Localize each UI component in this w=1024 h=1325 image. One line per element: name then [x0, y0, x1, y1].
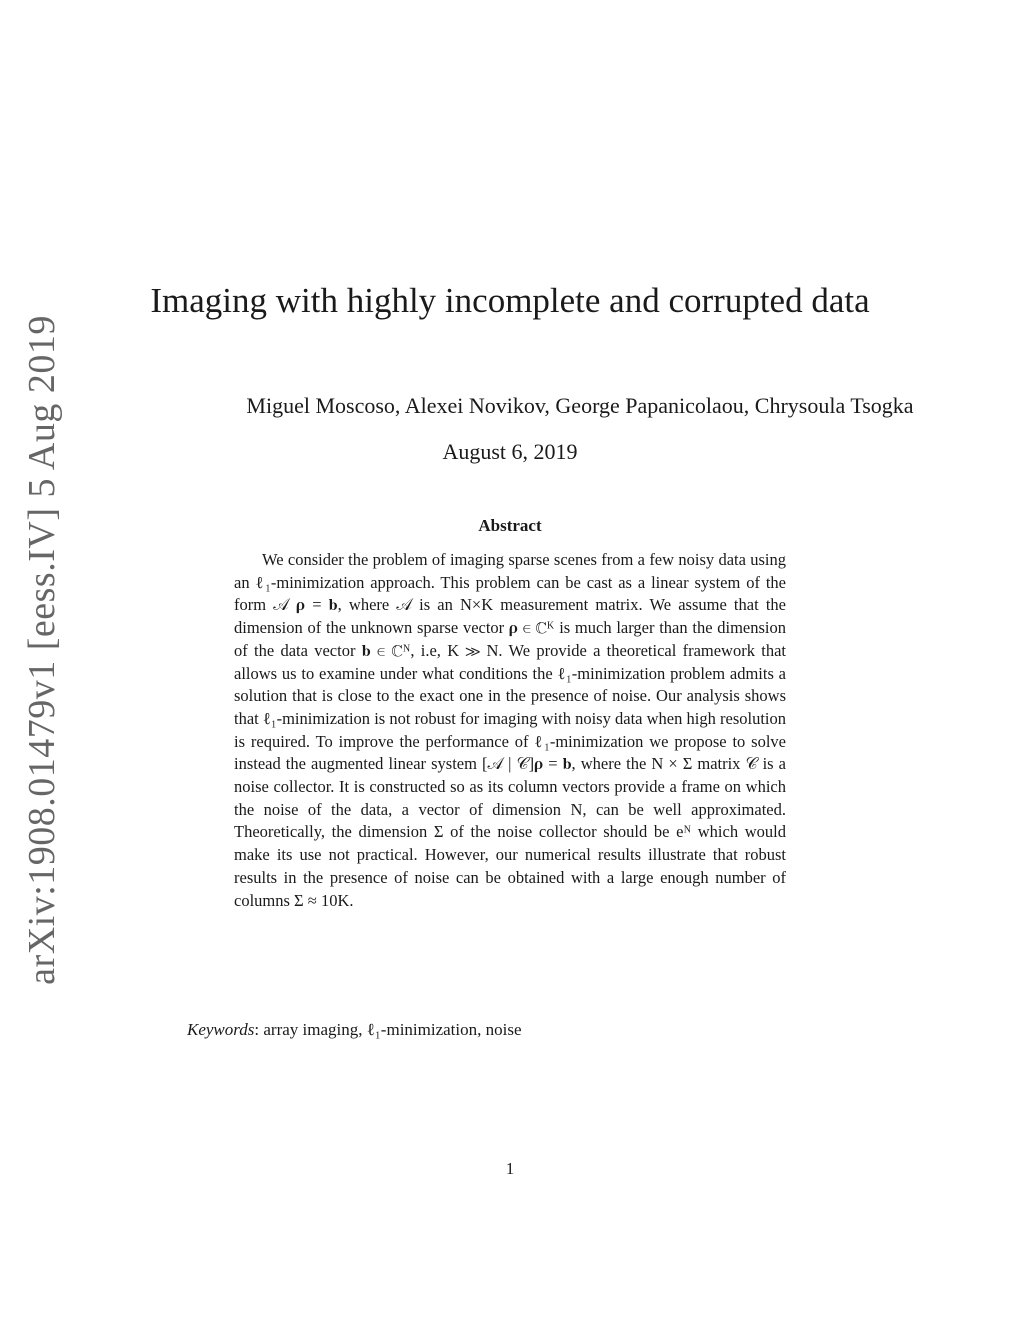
keywords-separator: : — [254, 1020, 260, 1039]
page-number: 1 — [505, 1159, 515, 1178]
paper-title: Imaging with highly incomplete and corrupted data — [150, 281, 870, 320]
arxiv-identifier-stamp — [12, 315, 72, 985]
keywords-label: Keywords — [187, 1020, 255, 1039]
arxiv-identifier-text: arXiv:1908.01479v1 [eess.IV] 5 Aug 2019 — [21, 315, 64, 985]
publication-date: August 6, 2019 — [442, 439, 578, 464]
keywords-line — [187, 1018, 827, 1042]
abstract-text: We consider the problem of imaging sparse scenes from a few noisy data using an ℓ₁-minimization approach. This problem can be cast as a linear system of the form 𝒜 𝛒 = 𝐛, where 𝒜 is an N×K measurement matrix. We assume that the dimension of the unknown sparse vector 𝛒 ∈ ℂᴷ is much larger than the dimension of the data vector 𝐛 ∈ ℂᴺ, i.e, K ≫ N. We provide a theoretical framework that allows us to examine under what conditions the ℓ₁-minimization problem admits a solution that is close to the exact one in the presence of noise. Our analysis shows that ℓ₁-minimization is not robust for imaging with noisy data when high resolution is required. To improve the performance of ℓ₁-minimization we propose to solve instead the augmented linear system [𝒜 | 𝒞]𝛒 = 𝐛, where the N × Σ matrix 𝒞 is a noise collector. It is constructed so as its column vectors provide a frame on which the noise of the data, a vector of dimension N, can be well approximated. Theoretically, the dimension Σ of the noise collector should be eᴺ which would make its use not practical. However, our numerical results illustrate that robust results in the presence of noise can be obtained with a large enough number of columns Σ ≈ 10K. — [234, 550, 786, 910]
keywords-list: array imaging, ℓ₁-minimization, noise — [259, 1020, 522, 1039]
author-list: Miguel Moscoso, Alexei Novikov, George Papanicolaou, Chrysoula Tsogka — [246, 393, 914, 418]
abstract-heading: Abstract — [478, 516, 542, 535]
